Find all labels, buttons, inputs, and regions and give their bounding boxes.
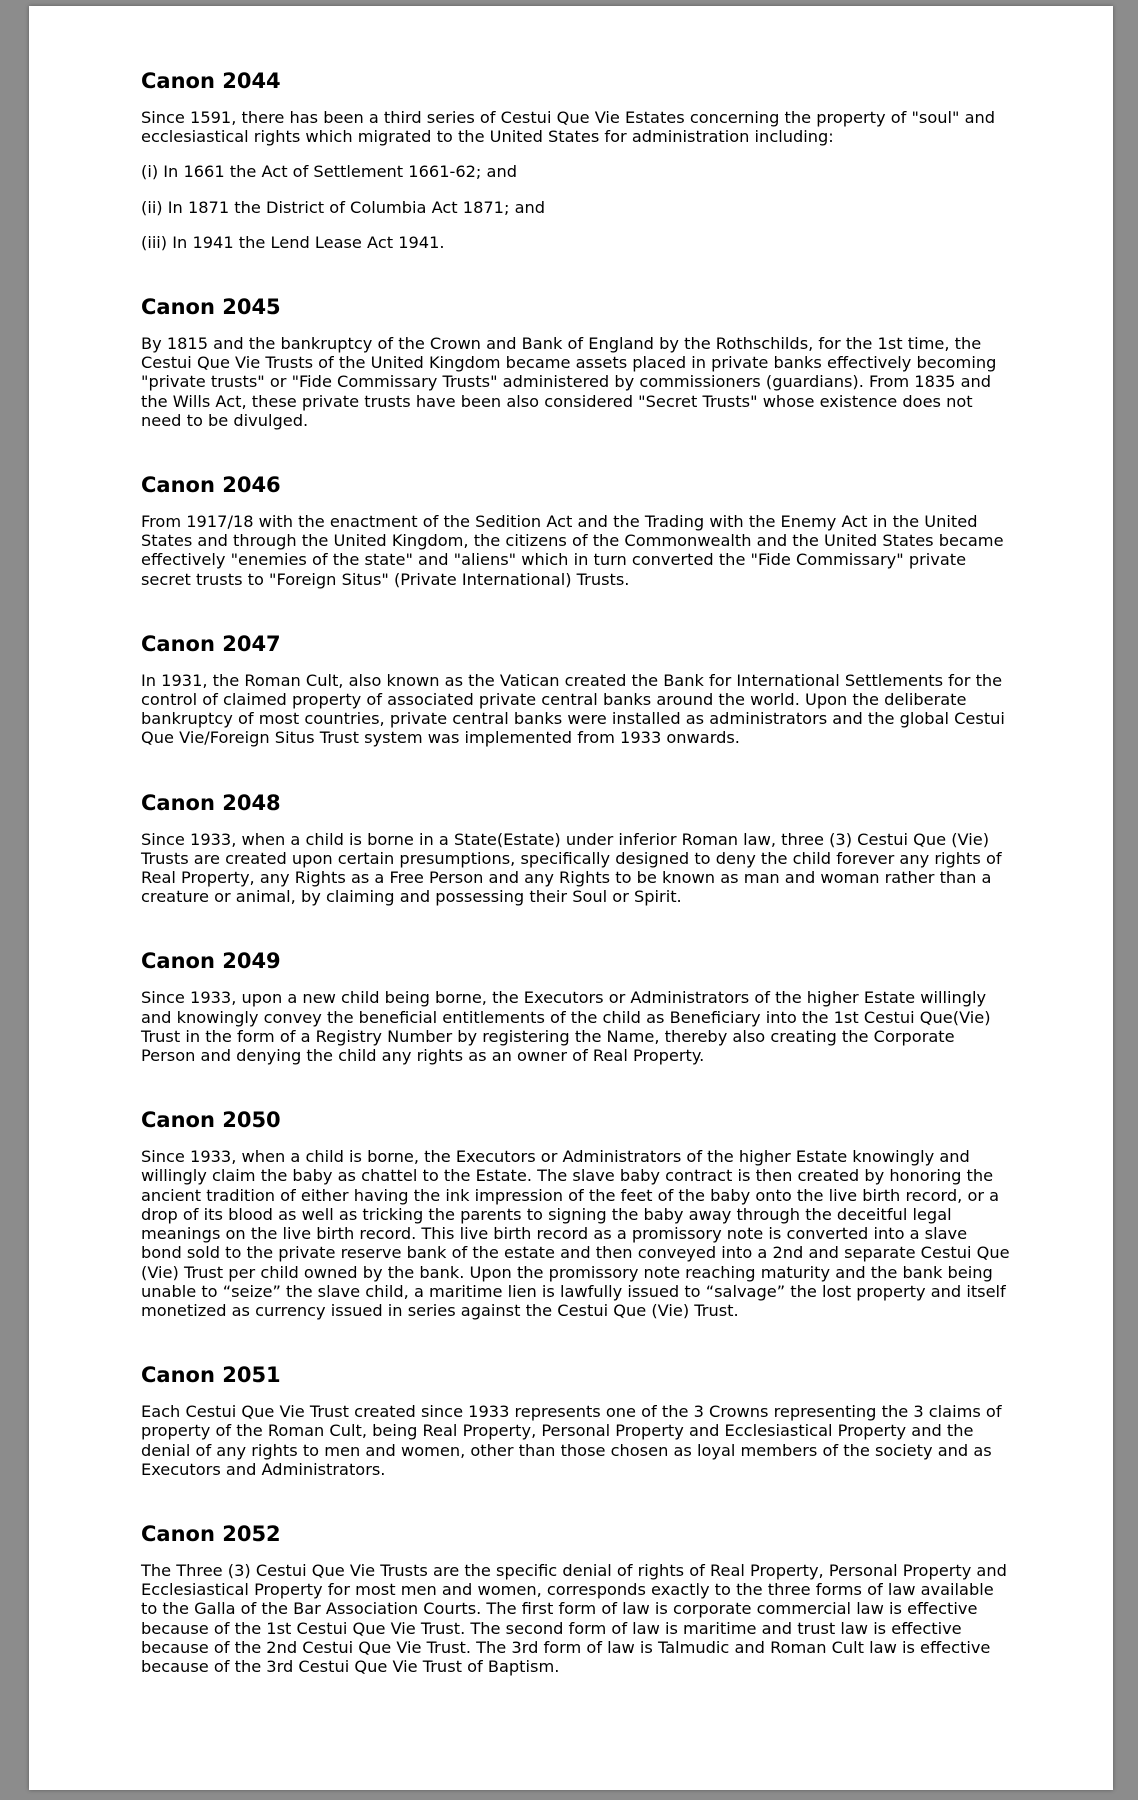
canon-paragraph: Each Cestui Que Vie Trust created since 1933 represents one of the 3 Crowns representing the 3 claims of property of the Roman Cult, being Real Property, Personal Property and Ecclesiastical Property and the denial of any rights to men and women, other than those chosen as loyal members of the society and as Executors and Administrators. — [141, 1402, 1002, 1479]
canon-paragraph: Since 1933, when a child is borne, the Executors or Administrators of the higher Estate knowingly and willingly claim the baby as chattel to the Estate. The slave baby contract is then created by honoring the ancient tradition of either having the ink impression of the feet of the baby onto the live birth record, or a drop of its blood as well as tricking the parents to signing the baby away through the deceitful legal meanings on the live birth record. This live birth record as a promissory note is converted into a slave bond sold to the private reserve bank of the estate and then conveyed into a 2nd and separate Cestui Que (Vie) Trust per child owned by the bank. Upon the promissory note reaching maturity and the bank being unable to “seize” the slave child, a maritime lien is lawfully issued to “salvage” the lost property and itself monetized as currency issued in series against the Cestui Que (Vie) Trust. — [141, 1147, 1010, 1320]
canon-2045 — [141, 294, 1011, 430]
canon-body — [141, 512, 1011, 589]
canon-2047 — [141, 631, 1011, 748]
canon-body — [141, 988, 1011, 1065]
canon-body — [141, 1561, 1011, 1676]
canon-title: Canon 2052 — [141, 1521, 281, 1546]
canon-paragraph: Since 1933, upon a new child being borne, the Executors or Administrators of the higher Estate willingly and knowingly convey the beneficial entitlements of the child as Beneficiary into the 1st Cestui Que(Vie) Trust in the form of a Registry Number by registering the Name, thereby also creating the Corporate Person and denying the child any rights as an owner of Real Property. — [141, 988, 991, 1066]
canon-2051 — [141, 1362, 1011, 1479]
canon-paragraph: The Three (3) Cestui Que Vie Trusts are the specific denial of rights of Real Property, Personal Property and Ecclesiastical Property for most men and women, corresponds exactly to the three forms of law available to the Galla of the Bar Association Courts. The first form of law is corporate commercial law is effective because of the 1st Cestui Que Vie Trust. The second form of law is maritime and trust law is effective because of the 2nd Cestui Que Vie Trust. The 3rd form of law is Talmudic and Roman Cult law is effective because of the 3rd Cestui Que Vie Trust of Baptism. — [141, 1560, 1007, 1676]
canon-paragraph: Since 1591, there has been a third series of Cestui Que Vie Estates concerning the property of "soul" and ecclesiastical rights which migrated to the United States for administration including: — [141, 108, 996, 147]
canon-2050 — [141, 1107, 1011, 1320]
canon-2049 — [141, 948, 1011, 1065]
canon-paragraph: Since 1933, when a child is borne in a State(Estate) under inferior Roman law, three (3) Cestui Que (Vie) Trusts are created upon certain presumptions, specifically designed to deny the child forever any rights of Real Property, any Rights as a Free Person and any Rights to be known as man and woman rather than a creature or animal, by claiming and possessing their Soul or Spirit. — [141, 829, 1002, 907]
canon-title: Canon 2044 — [141, 69, 281, 93]
canon-paragraph: By 1815 and the bankruptcy of the Crown and Bank of England by the Rothschilds, for the 1st time, the Cestui Que Vie Trusts of the United Kingdom became assets placed in private banks effectively becoming "private trusts" or "Fide Commissary Trusts" administered by commissioners (guardians). From 1835 and the Wills Act, these private trusts have been also considered "Secret Trusts" whose existence does not need to be divulged. — [141, 334, 997, 430]
canon-list-item: (iii) In 1941 the Lend Lease Act 1941. — [141, 232, 445, 252]
canon-body — [141, 1147, 1011, 1320]
canon-title: Canon 2045 — [141, 295, 281, 320]
canon-title: Canon 2049 — [141, 949, 281, 974]
document-content — [141, 68, 1011, 1718]
canon-list-item: (i) In 1661 the Act of Settlement 1661-62; and — [141, 162, 517, 182]
canon-2052 — [141, 1521, 1011, 1676]
canon-paragraph: In 1931, the Roman Cult, also known as the Vatican created the Bank for International Settlements for the control of claimed property of associated private central banks around the world. Upon the deliberate bankruptcy of most countries, private central banks were installed as administrators and the global Cestui Que Vie/Foreign Situs Trust system was implemented from 1933 onwards. — [141, 670, 1005, 748]
canon-title: Canon 2050 — [141, 1108, 281, 1133]
canon-title: Canon 2046 — [141, 473, 281, 498]
canon-body — [141, 1402, 1011, 1479]
canon-body — [141, 830, 1011, 907]
canon-body — [141, 671, 1011, 748]
canon-paragraph: From 1917/18 with the enactment of the Sedition Act and the Trading with the Enemy Act in the United States and through the United Kingdom, the citizens of the Commonwealth and the United States became effectively "enemies of the state" and "aliens" which in turn converted the "Fide Commissary" private secret trusts to "Foreign Situs" (Private International) Trusts. — [141, 512, 1004, 589]
canon-2044 — [141, 68, 1011, 252]
canon-title: Canon 2051 — [141, 1363, 281, 1388]
document-page — [29, 6, 1113, 1790]
canon-2048 — [141, 790, 1011, 907]
canon-body — [141, 334, 1011, 430]
canon-title: Canon 2048 — [141, 790, 281, 815]
canon-title: Canon 2047 — [141, 631, 281, 656]
canon-list-item: (ii) In 1871 the District of Columbia Act 1871; and — [141, 197, 546, 217]
canon-body — [141, 108, 1011, 252]
canon-2046 — [141, 472, 1011, 589]
